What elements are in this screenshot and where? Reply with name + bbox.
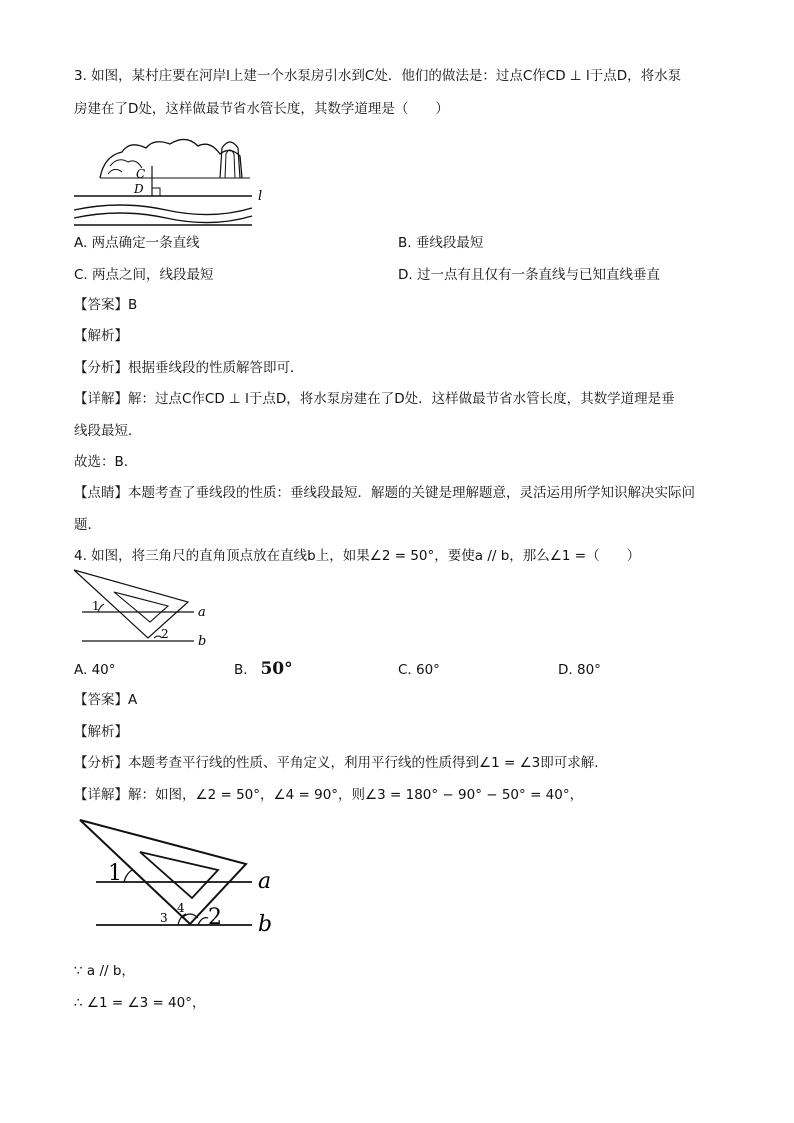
q3-option-a: A. 两点确定一条直线 bbox=[74, 235, 200, 251]
q3-label-d: D bbox=[134, 182, 144, 196]
q4-option-b-value: 50° bbox=[260, 659, 293, 679]
q4-option-c: C. 60° bbox=[398, 662, 440, 678]
q3-choose: 故选：B． bbox=[74, 454, 138, 470]
q4-small-label-b: b bbox=[198, 634, 207, 649]
q4-large-label-3: 3 bbox=[160, 911, 168, 925]
q4-stem: 4. 如图，将三角尺的直角顶点放在直线b上，如果∠2 = 50°，要使a // b，那么∠1 =（ ） bbox=[74, 548, 641, 564]
q4-small-label-1: 1 bbox=[92, 599, 100, 613]
q4-large-label-4: 4 bbox=[177, 901, 185, 915]
q4-option-b bbox=[234, 659, 293, 680]
q3-label-c: C bbox=[136, 167, 146, 181]
q4-option-d: D. 80° bbox=[558, 662, 601, 678]
q4-jiexi: 【解析】 bbox=[74, 724, 128, 740]
q4-large-label-1: 1 bbox=[108, 861, 122, 886]
q4-figure-small bbox=[70, 566, 220, 652]
q4-option-b-prefix: B. bbox=[234, 662, 248, 678]
q4-because: ∵ a // b， bbox=[74, 963, 135, 979]
q4-small-label-a: a bbox=[198, 605, 206, 620]
q3-jiexi: 【解析】 bbox=[74, 328, 128, 344]
q3-analysis: 【分析】根据垂线段的性质解答即可． bbox=[74, 360, 304, 376]
q4-option-a: A. 40° bbox=[74, 662, 116, 678]
q4-therefore: ∴ ∠1 = ∠3 = 40°， bbox=[74, 995, 206, 1011]
q4-large-label-b: b bbox=[258, 912, 273, 937]
q4-analysis: 【分析】本题考查平行线的性质、平角定义，利用平行线的性质得到∠1 = ∠3即可求解． bbox=[74, 755, 608, 771]
q3-figure-river bbox=[70, 126, 270, 228]
q3-comment-line1: 【点睛】本题考查了垂线段的性质：垂线段最短．解题的关键是理解题意，灵活运用所学知识解决实际问 bbox=[74, 485, 695, 501]
q4-large-label-2: 2 bbox=[208, 905, 222, 930]
q3-option-c: C. 两点之间，线段最短 bbox=[74, 267, 214, 283]
q3-answer: 【答案】B bbox=[74, 297, 138, 313]
q3-label-l: l bbox=[258, 189, 263, 204]
q4-detail: 【详解】解：如图，∠2 = 50°，∠4 = 90°，则∠3 = 180° − 90° − 50° = 40°， bbox=[74, 787, 584, 803]
q3-option-d: D. 过一点有且仅有一条直线与已知直线垂直 bbox=[398, 267, 660, 283]
q3-option-b: B. 垂线段最短 bbox=[398, 235, 484, 251]
q3-comment-line2: 题． bbox=[74, 517, 101, 533]
q4-large-label-a: a bbox=[258, 869, 272, 894]
q3-stem-line2: 房建在了D处，这样做最节省水管长度，其数学道理是（ ） bbox=[74, 101, 449, 117]
q3-detail-line1: 【详解】解：过点C作CD ⊥ l于点D，将水泵房建在了D处．这样做最节省水管长度，其数学道理是垂 bbox=[74, 391, 675, 407]
q4-figure-large bbox=[74, 814, 284, 938]
q3-stem-line1: 3. 如图，某村庄要在河岸l上建一个水泵房引水到C处．他们的做法是：过点C作CD ⊥ l于点D，将水泵 bbox=[74, 68, 682, 84]
q3-detail-line2: 线段最短． bbox=[74, 423, 142, 439]
q4-small-label-2: 2 bbox=[161, 627, 169, 641]
q4-answer: 【答案】A bbox=[74, 692, 138, 708]
